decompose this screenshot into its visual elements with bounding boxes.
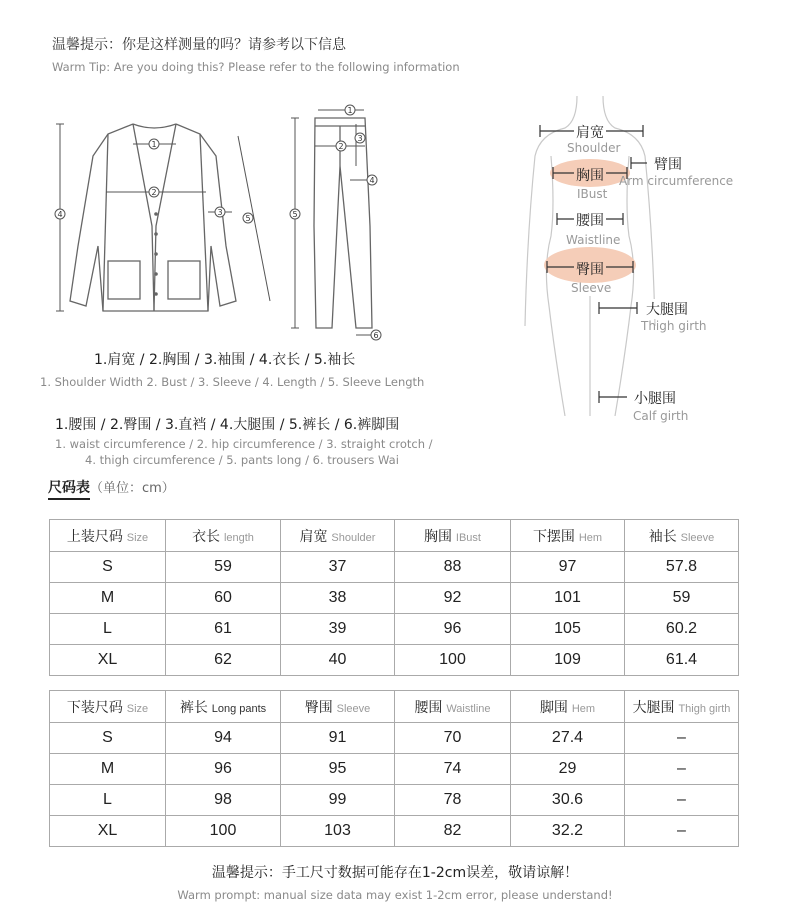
table-cell: 60 [166, 583, 281, 614]
table-cell: 78 [395, 785, 511, 816]
table-cell: 61 [166, 614, 281, 645]
table-cell: 59 [625, 583, 739, 614]
table-cell: 38 [281, 583, 395, 614]
footer-note-cn: 温馨提示：手工尺寸数据可能存在1-2cm误差，敬请谅解！ [211, 865, 579, 881]
arm-label-en: Arm circumference [619, 174, 734, 188]
svg-text:3: 3 [357, 134, 363, 143]
arm-label-cn: 臂围 [652, 154, 684, 174]
table-cell: – [625, 723, 739, 754]
table-cell: 96 [395, 614, 511, 645]
tops-header-cell: 胸围 IBust [395, 520, 511, 552]
bottoms-header-cell: 裤长 Long pants [166, 691, 281, 723]
svg-text:5: 5 [292, 210, 298, 219]
waist-label-en: Waistline [566, 233, 621, 247]
size-chart-title-main: 尺码表 [48, 480, 90, 500]
table-cell: 96 [166, 754, 281, 785]
tops-size-table [49, 519, 739, 676]
marker-3: 3 [217, 208, 223, 217]
table-cell: 99 [281, 785, 395, 816]
size-chart-title [48, 477, 175, 497]
top-caption-en: 1. Shoulder Width 2. Bust / 3. Sleeve / 4. Length / 5. Sleeve Length [40, 375, 425, 389]
bottoms-header-cell: 脚围 Hem [511, 691, 625, 723]
table-cell: 60.2 [625, 614, 739, 645]
table-row [50, 583, 739, 614]
table-cell: 92 [395, 583, 511, 614]
table-cell: 98 [166, 785, 281, 816]
table-cell: XL [50, 645, 166, 676]
svg-text:2: 2 [338, 142, 344, 151]
table-cell: 32.2 [511, 816, 625, 847]
table-cell: – [625, 816, 739, 847]
table-row [50, 645, 739, 676]
table-cell: 100 [166, 816, 281, 847]
tops-header-cell: 下摆围 Hem [511, 520, 625, 552]
marker-1: 1 [151, 140, 157, 149]
waist-label-cn: 腰围 [574, 210, 606, 230]
bottoms-size-table [49, 690, 739, 847]
table-cell: L [50, 785, 166, 816]
table-cell: S [50, 723, 166, 754]
table-cell: 39 [281, 614, 395, 645]
thigh-label-en: Thigh girth [641, 319, 707, 333]
hip-label-en: Sleeve [571, 281, 612, 295]
table-cell: 94 [166, 723, 281, 754]
marker-2: 2 [151, 188, 157, 197]
size-chart-unit: （单位：cm） [90, 481, 175, 496]
table-cell: 59 [166, 552, 281, 583]
bottoms-header-cell: 臀围 Sleeve [281, 691, 395, 723]
calf-label-cn: 小腿围 [632, 388, 678, 408]
bottom-caption-cn: 1.腰围 / 2.臀围 / 3.直裆 / 4.大腿围 / 5.裤长 / 6.裤脚围 [55, 417, 400, 433]
bottoms-header-cell: 下装尺码 Size [50, 691, 166, 723]
table-cell: 62 [166, 645, 281, 676]
bottoms-header-cell: 大腿围 Thigh girth [625, 691, 739, 723]
table-row [50, 723, 739, 754]
table-cell: 70 [395, 723, 511, 754]
table-cell: 100 [395, 645, 511, 676]
table-cell: 97 [511, 552, 625, 583]
table-cell: 82 [395, 816, 511, 847]
table-cell: 88 [395, 552, 511, 583]
table-cell: 91 [281, 723, 395, 754]
table-cell: S [50, 552, 166, 583]
table-cell: 40 [281, 645, 395, 676]
table-cell: 57.8 [625, 552, 739, 583]
table-cell: L [50, 614, 166, 645]
table-cell: 74 [395, 754, 511, 785]
bottom-caption-en-2: 4. thigh circumference / 5. pants long / 6. trousers Wai [85, 453, 399, 467]
thigh-label-cn: 大腿围 [644, 299, 690, 319]
svg-text:4: 4 [369, 176, 375, 185]
table-row [50, 816, 739, 847]
warm-tip-cn: 温馨提示：你是这样测量的吗？请参考以下信息 [52, 37, 346, 53]
svg-text:1: 1 [347, 106, 353, 115]
table-cell: – [625, 754, 739, 785]
table-cell: 103 [281, 816, 395, 847]
shoulder-label-en: Shoulder [567, 141, 621, 155]
calf-label-en: Calf girth [633, 409, 689, 423]
table-cell: 101 [511, 583, 625, 614]
bust-label-en: IBust [577, 187, 608, 201]
hip-label-cn: 臀围 [574, 259, 606, 279]
tops-header-cell: 袖长 Sleeve [625, 520, 739, 552]
garment-illustration [48, 96, 418, 346]
marker-5: 5 [245, 214, 251, 223]
shoulder-label-cn: 肩宽 [574, 122, 606, 142]
table-row [50, 552, 739, 583]
bottoms-header-row [50, 691, 739, 723]
tops-header-row [50, 520, 739, 552]
table-cell: M [50, 583, 166, 614]
table-row [50, 785, 739, 816]
top-caption-cn: 1.肩宽 / 2.胸围 / 3.袖围 / 4.衣长 / 5.袖长 [94, 352, 356, 368]
svg-text:6: 6 [373, 331, 379, 340]
table-cell: 29 [511, 754, 625, 785]
bust-label-cn: 胸围 [574, 165, 606, 185]
tops-header-cell: 肩宽 Shoulder [281, 520, 395, 552]
marker-4: 4 [57, 210, 63, 219]
table-cell: 30.6 [511, 785, 625, 816]
table-cell: 105 [511, 614, 625, 645]
table-cell: 61.4 [625, 645, 739, 676]
table-cell: 109 [511, 645, 625, 676]
table-cell: 37 [281, 552, 395, 583]
bottom-caption-en-1: 1. waist circumference / 2. hip circumference / 3. straight crotch / [55, 437, 433, 451]
table-cell: – [625, 785, 739, 816]
table-cell: 95 [281, 754, 395, 785]
warm-tip-en: Warm Tip: Are you doing this? Please refer to the following information [52, 60, 460, 74]
tops-header-cell: 上装尺码 Size [50, 520, 166, 552]
table-row [50, 754, 739, 785]
footer-note-en: Warm prompt: manual size data may exist 1-2cm error, please understand! [177, 888, 613, 902]
table-cell: 27.4 [511, 723, 625, 754]
table-cell: XL [50, 816, 166, 847]
bottoms-header-cell: 腰围 Waistline [395, 691, 511, 723]
tops-header-cell: 衣长 length [166, 520, 281, 552]
table-cell: M [50, 754, 166, 785]
table-row [50, 614, 739, 645]
